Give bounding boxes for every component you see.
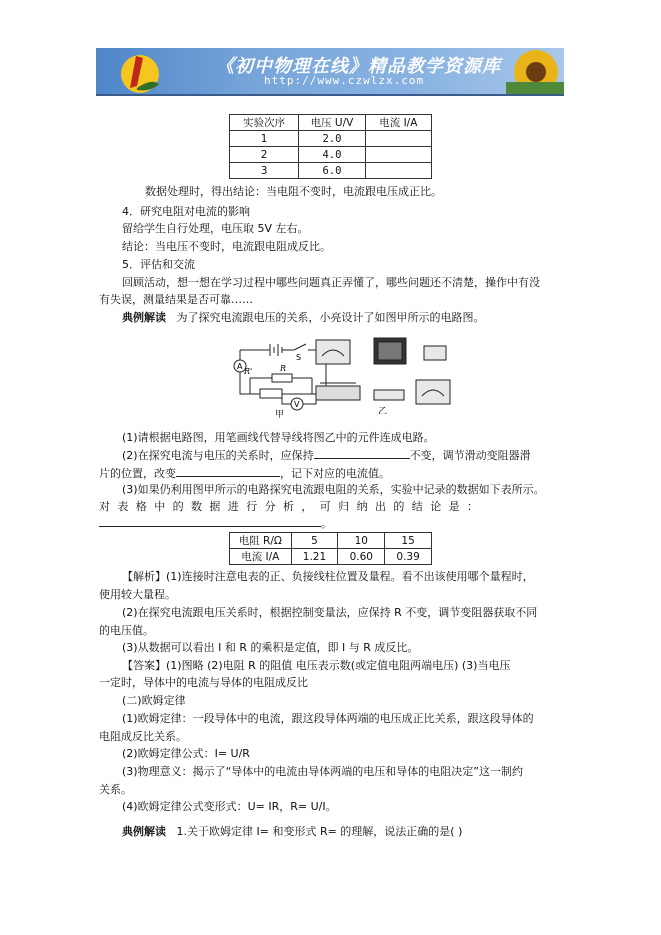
resistance-current-table: [229, 532, 432, 565]
conclusion-line: 数据处理时，得出结论：当电阻不变时，电流跟电压成正比。: [145, 185, 442, 198]
ohm-law-variants: (4)欧姆定律公式变形式：U= IR，R= U/I。: [122, 800, 337, 813]
ammeter-icon: [316, 340, 350, 364]
ohm-law-formula: (2)欧姆定律公式：I= U/R: [122, 747, 250, 760]
example-text: 为了探究电流跟电压的关系，小亮设计了如图甲所示的电路图。: [176, 311, 485, 324]
table-cell: 0.39: [385, 549, 432, 565]
voltmeter-icon: [416, 380, 450, 404]
table-cell: 3: [230, 163, 299, 179]
banner-url[interactable]: http://www.czwlzx.com: [264, 74, 425, 87]
example-line-2: [122, 825, 462, 839]
ohm-law-line: 关系。: [99, 783, 132, 796]
example-label: 典例解读: [122, 311, 166, 324]
table-cell: 5: [291, 533, 338, 549]
analysis-line: 使用较大量程。: [99, 588, 176, 601]
analysis-line: (3)从数据可以看出 I 和 R 的乘积是定值，即 I 与 R 成反比。: [122, 641, 419, 654]
section-heading: 4．研究电阻对电流的影响: [122, 205, 250, 218]
question-2-cont: 片的位置，改变 ，记下对应的电流值。: [99, 467, 390, 480]
table-cell: 10: [338, 533, 385, 549]
example-label: 典例解读: [122, 825, 166, 838]
ohm-law-line: (1)欧姆定律：一段导体中的电流，跟这段导体两端的电压成正比关系，跟这段导体的: [122, 712, 534, 725]
table-cell: 电流 I/A: [230, 549, 292, 565]
question-1: (1)请根据电路图，用笔画线代替导线将图乙中的元件连成电路。: [122, 431, 435, 444]
table-row: [230, 163, 432, 179]
table-row: [230, 115, 432, 131]
switch-icon: [424, 346, 446, 360]
table-cell: 4.0: [299, 147, 365, 163]
table-cell: 1: [230, 131, 299, 147]
paragraph-line: 回顾活动，想一想在学习过程中哪些问题真正弄懂了，哪些问题还不清楚，操作中有没: [122, 276, 540, 289]
question-2: (2)在探究电流与电压的关系时，应保持 不变，调节滑动变阻器滑: [122, 449, 531, 462]
answer-blank: [99, 515, 321, 527]
voltage-current-table: [229, 114, 432, 179]
paragraph-line: 留给学生自行处理，电压取 5V 左右。: [122, 222, 309, 235]
ammeter-symbol: A: [237, 362, 243, 371]
analysis-line: 的电压值。: [99, 624, 154, 637]
table-row: [230, 147, 432, 163]
table-row: [230, 533, 432, 549]
circuit-components-b: [310, 334, 470, 414]
question-3: (3)如果仍利用图甲所示的电路探究电流跟电阻的关系，实验中记录的数据如下表所示。: [122, 483, 545, 496]
resistor-icon: [374, 390, 404, 400]
table-cell: 0.60: [338, 549, 385, 565]
example-line: [122, 311, 485, 325]
table-cell: 15: [385, 533, 432, 549]
table-cell: [365, 163, 431, 179]
ohm-law-line: 电阻成反比关系。: [99, 730, 187, 743]
table-cell: 2: [230, 147, 299, 163]
switch-label: S: [296, 353, 302, 362]
analysis-line: 【解析】(1)连接时注意电表的正、负接线柱位置及量程。看不出该使用哪个量程时，: [122, 570, 534, 583]
table-header: 电流 I/A: [365, 115, 431, 131]
analysis-line: (2)在探究电流跟电压关系时，根据控制变量法，应保持 R 不变，调节变阻器获取不同: [122, 606, 538, 619]
table-cell: 2.0: [299, 131, 365, 147]
table-row: [230, 131, 432, 147]
figure-label-b: 乙: [378, 407, 388, 414]
table-row: [230, 549, 432, 565]
banner-title: 《初中物理在线》精品教学资源库: [216, 56, 501, 77]
paragraph-line: 结论：当电压不变时，电流跟电阻成反比。: [122, 240, 331, 253]
rheostat-icon: [316, 386, 360, 400]
answer-blank: [176, 465, 280, 477]
section-heading: (二)欧姆定律: [122, 694, 186, 707]
section-heading: 5．评估和交流: [122, 258, 195, 271]
ohm-law-line: (3)物理意义：揭示了“导体中的电流由导体两端的电压和导体的电阻决定”这一制约: [122, 765, 523, 778]
table-cell: [365, 131, 431, 147]
question-3-blank: 。: [99, 515, 332, 531]
answer-line: 一定时，导体中的电流与导体的电阻成反比: [99, 676, 308, 689]
table-cell: 电阻 R/Ω: [230, 533, 292, 549]
resistor-label: R: [280, 364, 287, 373]
table-cell: 6.0: [299, 163, 365, 179]
example-text: 1.关于欧姆定律 I= 和变形式 R= 的理解，说法正确的是( ): [176, 825, 463, 838]
table-cell: 1.21: [291, 549, 338, 565]
table-header: 电压 U/V: [299, 115, 365, 131]
table-header: 实验次序: [230, 115, 299, 131]
answer-line: 【答案】(1)图略 (2)电阻 R 的阻值 电压表示数(或定值电阻两端电压) (3)当电压: [122, 659, 511, 672]
figure-label-a: 甲: [275, 410, 285, 418]
rheostat-label: R': [244, 367, 253, 376]
answer-blank: [314, 447, 410, 459]
voltmeter-symbol: V: [294, 400, 300, 409]
paragraph-line: 有失误，测量结果是否可靠……: [99, 293, 253, 306]
question-3-cont: 对表格中的数据进行分析，可归纳出的结论是：: [99, 500, 486, 513]
header-banner: [96, 48, 564, 96]
table-cell: [365, 147, 431, 163]
